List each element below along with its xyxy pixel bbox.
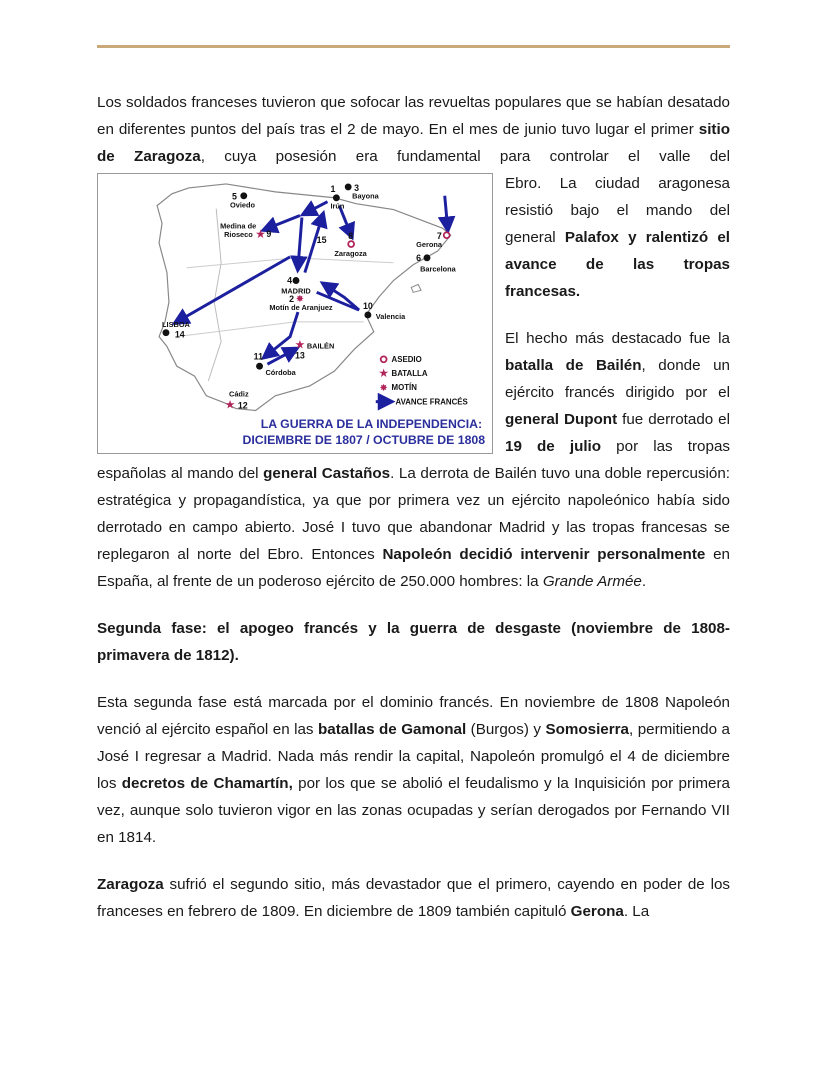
place-label: Cádiz (229, 389, 249, 399)
bold-text: Zaragoza (97, 876, 164, 893)
place-num: 3 (354, 182, 360, 193)
bold-text: Gerona (570, 903, 624, 920)
dot-lisboa (163, 329, 170, 336)
place-label: Barcelona (420, 264, 456, 274)
burst-motin-icon: ✸ (295, 294, 305, 306)
text: . La (623, 903, 650, 920)
text: El hecho más destacado fue la (505, 330, 730, 347)
place-num: 5 (231, 191, 237, 202)
place-label: Zaragoza (334, 248, 367, 258)
route-num: 15 (316, 235, 327, 246)
star-medina-icon: ★ (255, 227, 266, 242)
bold-text: batallas de Gamonal (318, 721, 467, 738)
dot-cordoba (256, 363, 263, 370)
legend-star-icon: ★ (378, 366, 389, 381)
dot-barcelona (424, 254, 431, 261)
bold-text: sitio de Zaragoza (97, 121, 730, 165)
document-body (97, 89, 730, 945)
place-label: Valencia (375, 311, 406, 321)
star-bailen-icon: ★ (294, 337, 306, 352)
text: , cuya posesión era fundamental para controlar el valle del (200, 148, 730, 165)
text: , donde un ejército francés dirigido por el (505, 357, 730, 401)
paragraph-3 (97, 689, 730, 851)
bold-text: Palafox y ralentizó el avance de las tropas francesas. (505, 229, 730, 300)
place-num: 6 (416, 252, 422, 263)
place-num: 13 (295, 350, 305, 361)
place-label: Bayona (352, 191, 379, 201)
place-num: 12 (237, 400, 248, 411)
map-title: LA GUERRA DE LA INDEPENDENCIA: (260, 417, 483, 432)
place-label: LISBOA (162, 319, 190, 329)
paragraph-4 (97, 871, 730, 925)
bold-text: batalla de Bailén (505, 357, 642, 374)
text: . (641, 573, 647, 590)
text: Ebro. La ciudad aragonesa resistió bajo el mando del general (505, 175, 730, 246)
place-label: Rioseco (224, 230, 253, 240)
section-heading: Segunda fase: el apogeo francés y la guerra de desgaste (noviembre de 1808-primavera de 1812). (97, 620, 730, 664)
ring-zaragoza-icon (348, 241, 354, 247)
place-num: 2 (289, 294, 295, 305)
dot-madrid (293, 277, 300, 284)
legend-label: BATALLA (391, 369, 428, 379)
paragraph-1 (97, 89, 730, 170)
place-label: Gerona (416, 240, 442, 250)
legend-label: AVANCE FRANCÉS (395, 397, 468, 407)
dot-oviedo (240, 192, 247, 199)
bold-text: Somosierra (545, 721, 630, 738)
place-num: 11 (253, 351, 264, 362)
place-label: Irún (330, 201, 345, 211)
bold-text: decretos de Chamartín, (121, 775, 293, 792)
map-figure (97, 173, 493, 454)
text: Los soldados franceses tuvieron que sofocar las revueltas populares que se habían desatado en diferentes puntos del país tras el 2 de mayo. En el mes de junio tuvo lugar el primer (97, 94, 730, 138)
place-num: 1 (330, 183, 336, 194)
bold-text: 19 de julio (505, 438, 602, 455)
star-cadiz-icon: ★ (224, 397, 236, 412)
header-rule (97, 45, 730, 48)
text: Esta segunda fase está marcada por el dominio francés. En noviembre de 1808 Napoleón venció al ejército español en las (97, 694, 730, 738)
bold-text: general Dupont (505, 411, 618, 428)
place-label: Oviedo (229, 200, 255, 210)
place-num: 8 (348, 231, 354, 242)
text: fue derrotado el (617, 411, 730, 428)
legend-label: MOTÍN (391, 382, 417, 392)
map-subtitle: DICIEMBRE DE 1807 / OCTUBRE DE 1808 (242, 433, 486, 448)
text: por los que se abolió el feudalismo y la Inquisición por primera vez, aunque solo tuvieron vigor en las zonas ocupadas y serían derogados por Fernando VII en 1814. (97, 775, 730, 846)
place-num: 10 (362, 301, 373, 312)
text: (Burgos) y (466, 721, 546, 738)
place-label: BAILÉN (306, 341, 335, 351)
legend-label: ASEDIO (391, 355, 422, 365)
legend-burst-icon: ✸ (379, 382, 388, 394)
ring-gerona-icon (444, 232, 450, 238)
place-label: MADRID (281, 286, 311, 296)
text: , permitiendo a José I regresar a Madrid. Nada más rendir la capital, Napoleón promulgó el 4 de diciembre los (97, 721, 730, 792)
text: en España, al frente de un poderoso ejército de 250.000 hombres: la (97, 546, 730, 590)
text: . La derrota de Bailén tuvo una doble repercusión: estratégica y propagandística, ya que por primera vez un ejército napoleónico había sido derrotado en campo abierto. José I tuvo que abandonar Madrid y las tropas francesas se replegaron al norte del Ebro. Entonces (97, 465, 730, 563)
italic-text: Grande Armée (542, 573, 642, 590)
dot-valencia (364, 312, 371, 319)
place-num: 4 (287, 275, 293, 286)
legend-ring-icon (381, 356, 387, 362)
text: por las tropas españolas al mando del (97, 438, 730, 482)
place-num: 9 (266, 229, 272, 240)
dot-irun (333, 194, 340, 201)
dot-bayona (345, 183, 352, 190)
place-num: 7 (436, 231, 442, 242)
place-label: Córdoba (265, 368, 296, 378)
place-label: Motín de Aranjuez (269, 303, 333, 313)
bold-text: Napoleón decidió intervenir personalmente (382, 546, 706, 563)
text: sufrió el segundo sitio, más devastador que el primero, cayendo en poder de los franceses en febrero de 1809. En diciembre de 1809 también capituló (97, 876, 730, 920)
bold-text: general Castaños (263, 465, 391, 482)
place-label: Medina de (220, 221, 257, 231)
place-num: 14 (174, 329, 185, 340)
